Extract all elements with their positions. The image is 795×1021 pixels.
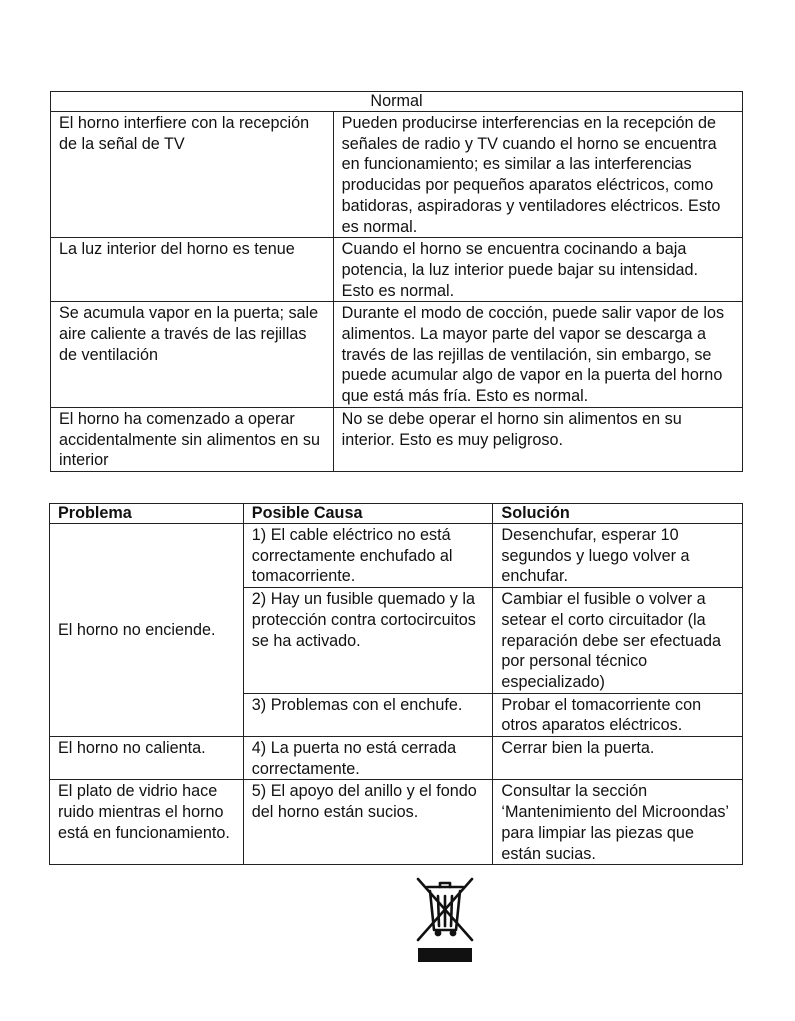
symptom-cell: Se acumula vapor en la puerta; sale aire caliente a través de las rejillas de ventilación	[51, 302, 334, 408]
table-header-row	[51, 92, 743, 112]
table-row	[50, 737, 743, 780]
table-header-row	[50, 504, 743, 524]
solution-cell: Cerrar bien la puerta.	[493, 737, 743, 780]
cause-column-header: Posible Causa	[243, 504, 493, 524]
cause-cell: 2) Hay un fusible quemado y la protección contra cortocircuitos se ha activado.	[243, 588, 493, 694]
explanation-cell: Pueden producirse interferencias en la recepción de señales de radio y TV cuando el horno se encuentra en funcionamiento; es similar a las interferencias producidas por pequeños aparatos eléctricos, como batidoras, aspiradoras y ventiladores eléctricos. Esto es normal.	[333, 112, 742, 238]
troubleshooting-table	[49, 503, 743, 865]
cause-cell: 4) La puerta no está cerrada correctamente.	[243, 737, 493, 780]
table-row	[51, 302, 743, 408]
cause-cell: 3) Problemas con el enchufe.	[243, 693, 493, 736]
table-row	[51, 112, 743, 238]
table-row	[51, 407, 743, 471]
table-row	[50, 780, 743, 865]
cause-cell: 1) El cable eléctrico no está correctamente enchufado al tomacorriente.	[243, 524, 493, 588]
problem-cell: El horno no calienta.	[50, 737, 244, 780]
table-row	[51, 238, 743, 302]
explanation-cell: No se debe operar el horno sin alimentos en su interior. Esto es muy peligroso.	[333, 407, 742, 471]
solution-cell: Consultar la sección ‘Mantenimiento del Microondas’ para limpiar las piezas que están sucias.	[493, 780, 743, 865]
symptom-cell: El horno interfiere con la recepción de la señal de TV	[51, 112, 334, 238]
normal-table-header: Normal	[51, 92, 743, 112]
weee-crossed-out-bin-icon	[413, 874, 477, 964]
cause-cell: 5) El apoyo del anillo y el fondo del horno están sucios.	[243, 780, 493, 865]
symptom-cell: El horno ha comenzado a operar accidentalmente sin alimentos en su interior	[51, 407, 334, 471]
explanation-cell: Durante el modo de cocción, puede salir vapor de los alimentos. La mayor parte del vapor se descarga a través de las rejillas de ventilación, sin embargo, se puede acumular algo de vapor en la puerta del horno que está más fría. Esto es normal.	[333, 302, 742, 408]
solution-column-header: Solución	[493, 504, 743, 524]
normal-behavior-table	[50, 91, 743, 472]
problem-column-header: Problema	[50, 504, 244, 524]
problem-cell: El horno no enciende.	[50, 524, 244, 737]
solution-cell: Probar el tomacorriente con otros aparatos eléctricos.	[493, 693, 743, 736]
problem-cell: El plato de vidrio hace ruido mientras el horno está en funcionamiento.	[50, 780, 244, 865]
explanation-cell: Cuando el horno se encuentra cocinando a baja potencia, la luz interior puede bajar su intensidad. Esto es normal.	[333, 238, 742, 302]
table-row	[50, 524, 743, 588]
solution-cell: Cambiar el fusible o volver a setear el corto circuitador (la reparación debe ser efectuada por personal técnico especializado)	[493, 588, 743, 694]
solution-cell: Desenchufar, esperar 10 segundos y luego volver a enchufar.	[493, 524, 743, 588]
symptom-cell: La luz interior del horno es tenue	[51, 238, 334, 302]
